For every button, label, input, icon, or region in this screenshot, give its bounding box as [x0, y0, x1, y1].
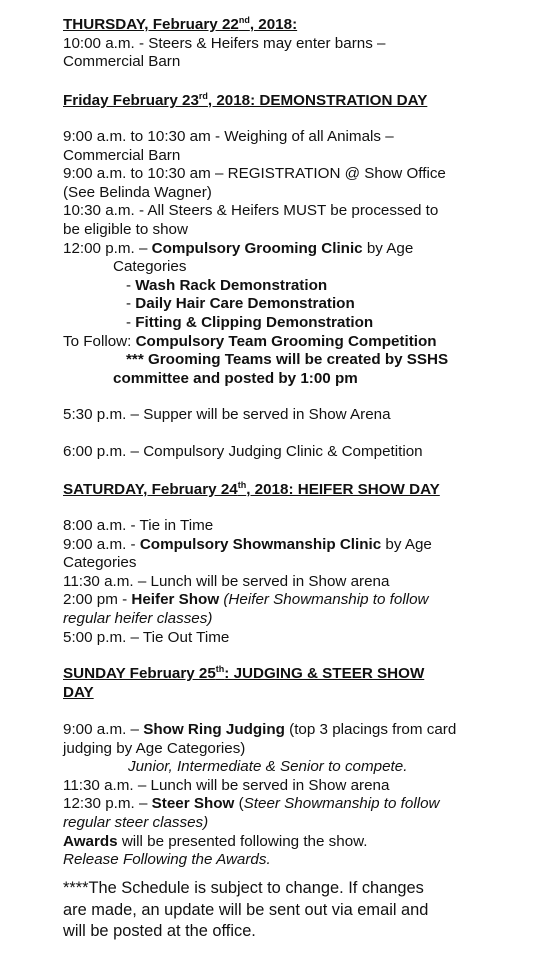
thursday-heading: THURSDAY, February 22nd, 2018: [63, 15, 298, 33]
saturday-tie-out: 5:00 p.m. – Tie Out Time [63, 628, 230, 646]
saturday-showmanship-clinic-cont: Categories [63, 554, 137, 572]
friday-demo-fitting: - Fitting & Clipping Demonstration [126, 313, 374, 331]
friday-grooming-clinic: 12:00 p.m. – Compulsory Grooming Clinic by Age [63, 239, 414, 257]
friday-grooming-clinic-cont: Categories [113, 258, 187, 276]
sunday-heading: SUNDAY February 25th: JUDGING & STEER SHOW [63, 664, 425, 682]
friday-registration-cont: (See Belinda Wagner) [63, 183, 212, 201]
sunday-heading-cont: DAY [63, 683, 94, 701]
sunday-steer-show: 12:30 p.m. – Steer Show (Steer Showmanship to follow [63, 795, 440, 813]
friday-heading: Friday February 23rd, 2018: DEMONSTRATION DAY [63, 91, 428, 109]
friday-demo-hair-care: - Daily Hair Care Demonstration [126, 295, 355, 313]
sunday-heading-block [63, 665, 519, 702]
thursday-commercial-barn: Commercial Barn [63, 53, 181, 71]
saturday-heifer-show: 2:00 pm - Heifer Show (Heifer Showmanship to follow [63, 591, 429, 609]
sunday-lunch: 11:30 a.m. – Lunch will be served in Show arena [63, 776, 390, 794]
footer-line-1: ****The Schedule is subject to change. If changes [63, 879, 424, 897]
saturday-heading: SATURDAY, February 24th, 2018: HEIFER SHOW DAY [63, 480, 440, 498]
sunday-compete-note: Junior, Intermediate & Senior to compete. [128, 758, 408, 776]
footer-line-2: are made, an update will be sent out via email and [63, 900, 429, 919]
friday-weighing: 9:00 a.m. to 10:30 am - Weighing of all Animals – [63, 128, 394, 145]
friday-team-competition: To Follow: Compulsory Team Grooming Competition [63, 332, 437, 350]
thursday-enter-barns: 10:00 a.m. - Steers & Heifers may enter barns – [63, 34, 386, 52]
sunday-ring-judging: 9:00 a.m. – Show Ring Judging (top 3 placings from card [63, 721, 457, 738]
friday-processing: 10:30 a.m. - All Steers & Heifers MUST be processed to [63, 202, 439, 220]
saturday-showmanship-clinic: 9:00 a.m. - Compulsory Showmanship Clinic by Age [63, 535, 432, 553]
thursday-section [63, 16, 519, 72]
schedule-change-note [63, 878, 519, 943]
friday-grooming-teams-note-cont: committee and posted by 1:00 pm [113, 369, 358, 387]
saturday-lunch: 11:30 a.m. – Lunch will be served in Show arena [63, 572, 390, 590]
sunday-release: Release Following the Awards. [63, 851, 271, 869]
friday-weighing-cont: Commercial Barn [63, 146, 181, 164]
friday-schedule [63, 128, 519, 388]
saturday-heifer-show-cont: regular heifer classes) [63, 609, 213, 627]
sunday-ring-judging-cont: judging by Age Categories) [63, 739, 246, 757]
saturday-heading-block [63, 481, 519, 500]
friday-demo-wash-rack: - Wash Rack Demonstration [126, 276, 328, 294]
footer-line-3: will be posted at the office. [63, 922, 256, 940]
friday-heading-block [63, 92, 519, 111]
sunday-steer-show-cont: regular steer classes) [63, 813, 209, 831]
friday-registration: 9:00 a.m. to 10:30 am – REGISTRATION @ Show Office [63, 165, 446, 183]
saturday-tie-in: 8:00 a.m. - Tie in Time [63, 517, 214, 534]
friday-supper: 5:30 p.m. – Supper will be served in Show Arena [63, 406, 391, 423]
saturday-schedule [63, 517, 519, 647]
sunday-schedule [63, 721, 519, 870]
friday-judging-block [63, 443, 519, 462]
friday-judging-clinic: 6:00 p.m. – Compulsory Judging Clinic & Competition [63, 443, 423, 460]
friday-processing-cont: be eligible to show [63, 220, 188, 238]
friday-grooming-teams-note: *** Grooming Teams will be created by SSHS [126, 351, 449, 369]
sunday-awards: Awards will be presented following the show. [63, 832, 368, 850]
friday-supper-block [63, 406, 519, 425]
